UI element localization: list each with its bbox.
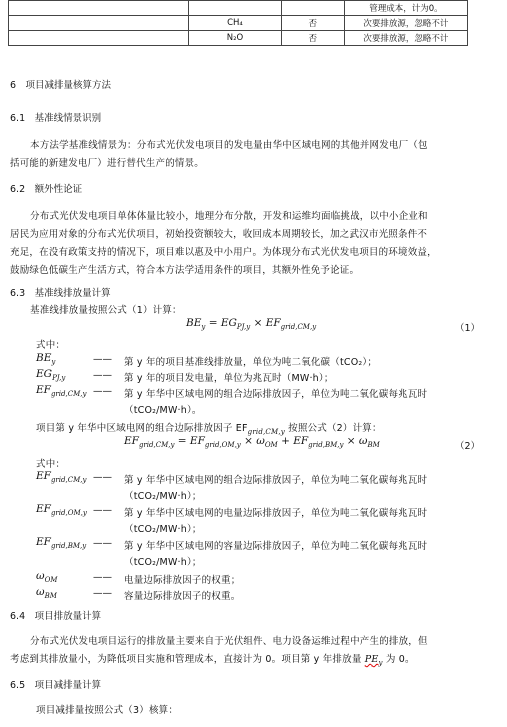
formula-3-intro: 项目减排量按照公式（3）核算： (36, 705, 179, 716)
table-cell (9, 1, 189, 16)
def-text: 第 y 年的项目发电量，单位为兆瓦时（MW·h）； (124, 373, 334, 384)
def-text-cont: （tCO₂/MW·h）； (124, 491, 202, 502)
def-text: 第 y 年华中区域电网的电量边际排放因子，单位为吨二氧化碳每兆瓦时 (124, 508, 428, 519)
table-row (9, 1, 468, 16)
equation-2-number: （2） (455, 441, 481, 452)
paragraph-line: 本方法学基准线情景为：分布式光伏发电项目的发电量由华中区域电网的其他并网发电厂（包 (30, 140, 428, 151)
def-text-cont: （tCO₂/MW·h）。 (124, 405, 202, 416)
emission-source-table (8, 0, 468, 46)
section-6-3-heading: 6.3 基准线排放量计算 (10, 288, 111, 299)
paragraph-line: 分布式光伏发电项目运行的排放量主要来自于光伏组件、电力设备运维过程中产生的排放，但 (30, 636, 428, 647)
where-label: 式中： (36, 459, 66, 470)
def-text: 容量边际排放因子的权重。 (124, 591, 241, 602)
paragraph-line: 考虑到其排放量小，为降低项目实施和管理成本，直接计为 0。项目第 y 年排放量 $PE_y$ 为 0。 (10, 654, 415, 667)
def-dash: —— (93, 505, 112, 516)
equation-1: $BE_y = EG_{PJ,y} \times EF_{grid,CM,y}$ (186, 317, 317, 332)
def-text: 第 y 年华中区域电网的组合边际排放因子，单位为吨二氧化碳每兆瓦时 (124, 475, 428, 486)
def-text-cont: （tCO₂/MW·h）； (124, 557, 202, 568)
table-cell (9, 31, 189, 46)
formula-2-intro: 项目第 y 年华中区域电网的组合边际排放因子 $EF_{grid,CM,y}$ 按照公式（2）计算： (36, 423, 382, 436)
table-cell: 管理成本，计为0。 (344, 1, 467, 16)
paragraph-line: 充足，在没有政策支持的情况下，项目难以惠及中小用户。为体现分布式光伏发电项目的环境效益， (10, 247, 437, 258)
def-symbol: $EF_{grid,CM,y}$ (36, 470, 87, 485)
eq1-b: EF (265, 317, 281, 329)
def-dash: —— (93, 386, 112, 397)
def-symbol: $EF_{grid,CM,y}$ (36, 384, 87, 399)
def-symbol: $\omega_{BM}$ (36, 586, 57, 601)
paragraph-line: 分布式光伏发电项目单体体量比较小，地理分布分散，开发和运维均面临挑战，以中小企业和 (30, 211, 428, 222)
equation-2: $EF_{grid,CM,y} = EF_{grid,OM,y} \times \omega_{OM} + EF_{grid,BM,y} \times \omega_{BM}$ (124, 435, 380, 450)
def-symbol: $EF_{grid,OM,y}$ (36, 503, 87, 518)
def-text: 第 y 年华中区域电网的容量边际排放因子，单位为吨二氧化碳每兆瓦时 (124, 541, 428, 552)
table-cell: 次要排放源，忽略不计 (344, 31, 467, 46)
table-row (9, 31, 468, 46)
def-dash: —— (93, 370, 112, 381)
section-6-5-heading: 6.5 项目减排量计算 (10, 680, 102, 691)
paragraph-line: 括可能的新建发电厂）进行替代生产的情景。 (10, 158, 205, 169)
eq1-lhs: BE (186, 317, 202, 329)
where-label: 式中： (36, 340, 66, 351)
pe-symbol: $PE_y$ (364, 654, 383, 667)
table-cell: 否 (281, 31, 344, 46)
eq1-a-sub: PJ,y (236, 323, 251, 332)
equation-1-number: （1） (455, 323, 481, 334)
def-symbol: $EF_{grid,BM,y}$ (36, 536, 87, 551)
table-cell (9, 16, 189, 31)
paragraph-line: 鼓励绿色低碳生产生活方式，符合本方法学适用条件的项目，其额外性免予论证。 (10, 265, 360, 276)
def-text: 第 y 年华中区域电网的组合边际排放因子，单位为吨二氧化碳每兆瓦时 (124, 389, 428, 400)
eq1-a: EG (220, 317, 237, 329)
table-cell (189, 1, 281, 16)
section-6-2-heading: 6.2 额外性论证 (10, 184, 83, 195)
def-dash: —— (93, 472, 112, 483)
eq1-b-sub: grid,CM,y (280, 323, 317, 332)
def-dash: —— (93, 538, 112, 549)
section-6-heading: 6 项目减排量核算方法 (10, 80, 112, 91)
def-text: 第 y 年的项目基准线排放量，单位为吨二氧化碳（tCO₂）； (124, 357, 378, 368)
def-dash: —— (93, 572, 112, 583)
eq1-lhs-sub: y (201, 323, 206, 332)
table-cell (281, 1, 344, 16)
def-dash: —— (93, 354, 112, 365)
table-row (9, 16, 468, 31)
section-6-4-heading: 6.4 项目排放量计算 (10, 611, 102, 622)
def-symbol: $BE_y$ (36, 352, 56, 367)
def-symbol: $EG_{PJ,y}$ (36, 368, 66, 383)
paragraph-line: 居民为应用对象的分布式光伏项目，初始投资额较大，收回成本周期较长，加之武汉市光照条件不 (10, 229, 428, 240)
table-cell: N₂O (189, 31, 281, 46)
section-6-1-heading: 6.1 基准线情景识别 (10, 113, 102, 124)
def-symbol: $\omega_{OM}$ (36, 570, 58, 585)
def-text-cont: （tCO₂/MW·h）； (124, 524, 202, 535)
table-cell: 次要排放源，忽略不计 (344, 16, 467, 31)
table-cell: 否 (281, 16, 344, 31)
formula-intro: 基准线排放量按照公式（1）计算： (30, 305, 182, 316)
table-cell: CH₄ (189, 16, 281, 31)
def-dash: —— (93, 588, 112, 599)
def-text: 电量边际排放因子的权重； (124, 575, 241, 586)
